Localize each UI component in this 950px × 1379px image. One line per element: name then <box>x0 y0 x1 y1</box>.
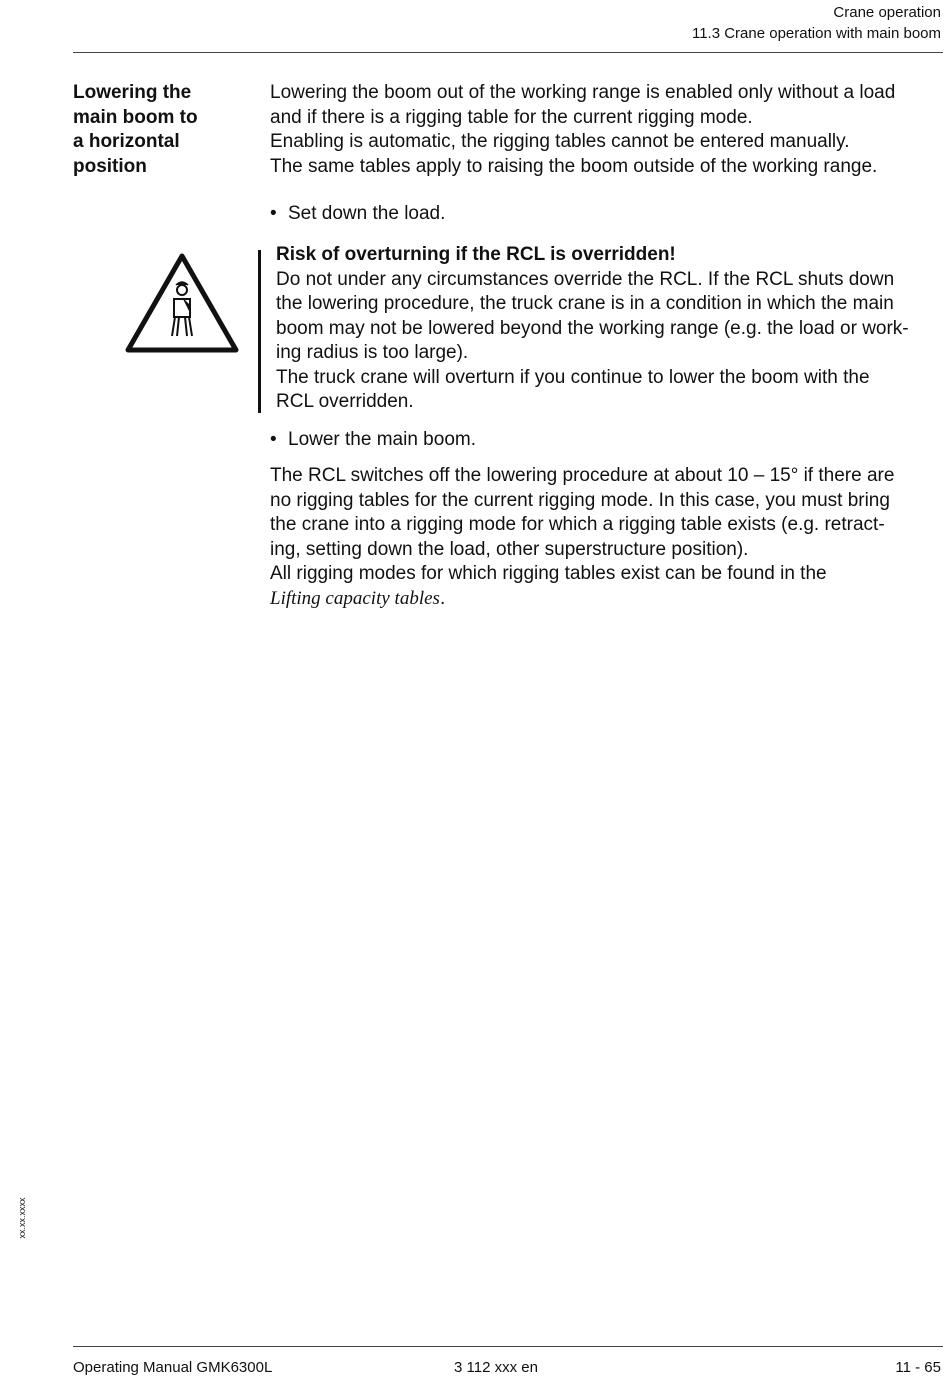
step-text: Lower the main boom. <box>288 429 476 450</box>
intro-line: Lowering the boom out of the working range is enabled only without a load <box>270 82 896 103</box>
step-set-down-load <box>270 202 445 227</box>
warning-title: Risk of overturning if the RCL is overridden! <box>276 244 676 265</box>
warning-margin-bar <box>258 250 261 413</box>
warning-line: The truck crane will overturn if you continue to lower the boom with the <box>276 366 870 388</box>
side-heading-line: main boom to <box>73 106 198 128</box>
header-chapter: Crane operation <box>833 4 941 21</box>
warning-line: ing radius is too large). <box>276 342 469 363</box>
note-line: no rigging tables for the current rigging mode. In this case, you must bring <box>270 489 890 511</box>
intro-line: The same tables apply to raising the boom outside of the working range. <box>270 155 878 177</box>
note-line: ing, setting down the load, other superstructure position). <box>270 538 749 560</box>
side-code-text: xx.xx.xxxx <box>17 1197 27 1239</box>
intro-line: and if there is a rigging table for the current rigging mode. <box>270 106 753 128</box>
running-header <box>692 2 941 44</box>
intro-line: Enabling is automatic, the rigging tables cannot be entered manually. <box>270 131 850 152</box>
note-line: All rigging modes for which rigging tables exist can be found in the <box>270 563 827 584</box>
note-line: The RCL switches off the lowering procedure at about 10 – 15° if there are <box>270 465 895 486</box>
note-paragraph <box>270 464 945 611</box>
step-lower-main-boom <box>270 428 476 453</box>
note-end-punct: . <box>439 587 446 609</box>
lifting-capacity-tables-reference: Lifting capacity tables <box>270 587 440 609</box>
footer-doc-number: 3 112 xxx en <box>454 1359 538 1376</box>
side-heading-line: position <box>73 155 147 177</box>
note-line: the crane into a rigging mode for which a rigging table exists (e.g. retract- <box>270 514 885 535</box>
bullet-dot: • <box>270 429 277 450</box>
warning-line: RCL overridden. <box>276 391 414 412</box>
header-rule <box>73 52 943 53</box>
side-heading <box>73 81 258 179</box>
intro-paragraph <box>270 81 945 179</box>
warning-block <box>276 243 946 415</box>
footer-page-number: 11 - 65 <box>895 1359 941 1376</box>
step-text: Set down the load. <box>288 203 446 224</box>
side-heading-line: a horizontal <box>73 131 180 152</box>
side-heading-line: Lowering the <box>73 82 192 103</box>
warning-line: the lowering procedure, the truck crane is in a condition in which the main <box>276 293 894 314</box>
header-section: 11.3 Crane operation with main boom <box>691 25 941 42</box>
warning-line: boom may not be lowered beyond the working range (e.g. the load or work- <box>276 317 909 339</box>
note-reference-line <box>270 587 945 612</box>
warning-line: Do not under any circumstances override the RCL. If the RCL shuts down <box>276 268 895 290</box>
footer-manual: Operating Manual GMK6300L <box>73 1359 273 1376</box>
bullet-dot: • <box>270 203 277 224</box>
footer-rule <box>73 1346 943 1347</box>
danger-person-triangle-icon <box>125 253 239 355</box>
side-code <box>17 1188 27 1248</box>
